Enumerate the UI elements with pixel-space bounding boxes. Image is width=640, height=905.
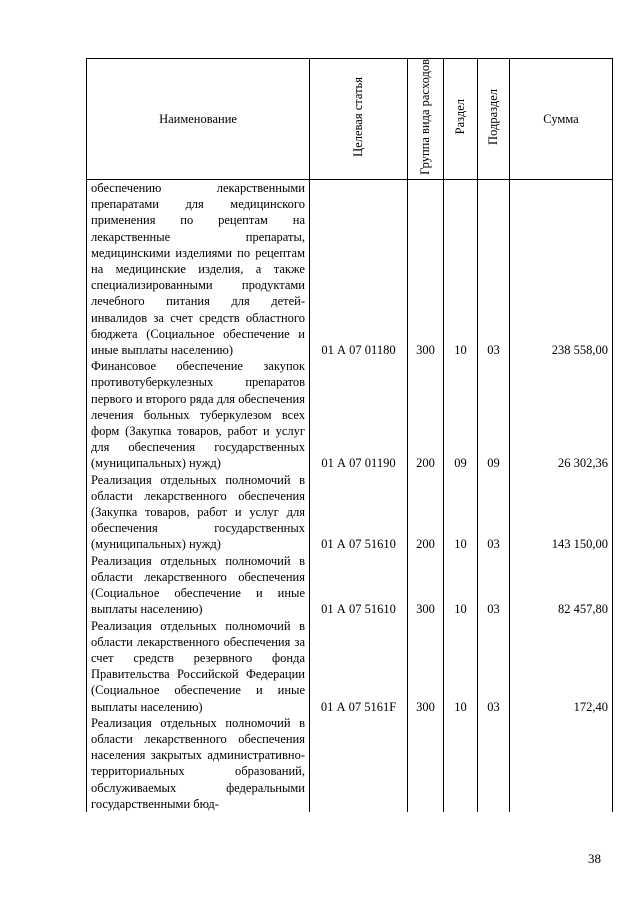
row-subsection — [478, 715, 510, 812]
row-target: 01 А 07 5161F — [310, 618, 408, 715]
row-name: Реализация отдельных полномочий в области лекарственного обеспечения за счет средств резервного фонда Правительства Российской Федерации (Социальное обеспечение и иные выплаты населению) — [87, 618, 310, 715]
row-section: 10 — [444, 618, 478, 715]
row-subsection: 03 — [478, 618, 510, 715]
row-target — [310, 715, 408, 812]
row-name: обеспечению лекарственными препаратами для медицинского применения по рецептам на лекарственные препараты, медицинскими изделиями по рецептам на медицинские изделия, а также специализированными продуктами лечебного питания для детей-инвалидов за счет средств областного бюджета (Социальное обеспечение и иные выплаты населению) — [87, 180, 310, 359]
row-name: Реализация отдельных полномочий в области лекарственного обеспечения (Социальное обеспечение и иные выплаты населению) — [87, 553, 310, 618]
table-row — [87, 618, 613, 715]
header-section: Раздел — [444, 59, 478, 180]
row-sum: 143 150,00 — [510, 472, 613, 553]
row-target: 01 А 07 01180 — [310, 180, 408, 359]
row-name: Реализация отдельных полномочий в области лекарственного обеспечения населения закрытых административно-территориальных образований, обслуживаемых федеральными государственными бюд- — [87, 715, 310, 812]
table-row — [87, 358, 613, 471]
row-section: 09 — [444, 358, 478, 471]
budget-table — [86, 58, 613, 812]
row-target: 01 А 07 01190 — [310, 358, 408, 471]
row-section: 10 — [444, 472, 478, 553]
table-body — [87, 180, 613, 812]
table-row — [87, 553, 613, 618]
row-subsection: 09 — [478, 358, 510, 471]
row-sum: 238 558,00 — [510, 180, 613, 359]
row-group: 300 — [408, 618, 444, 715]
row-group: 200 — [408, 472, 444, 553]
row-section: 10 — [444, 553, 478, 618]
row-section: 10 — [444, 180, 478, 359]
table-header — [87, 59, 613, 180]
header-target: Целевая статья — [310, 59, 408, 180]
row-target: 01 А 07 51610 — [310, 553, 408, 618]
row-subsection: 03 — [478, 553, 510, 618]
row-target: 01 А 07 51610 — [310, 472, 408, 553]
row-sum: 82 457,80 — [510, 553, 613, 618]
table-row — [87, 715, 613, 812]
row-sum — [510, 715, 613, 812]
header-row — [87, 59, 613, 180]
row-group: 300 — [408, 180, 444, 359]
table-row — [87, 180, 613, 359]
row-sum: 172,40 — [510, 618, 613, 715]
row-group — [408, 715, 444, 812]
header-sum: Сумма — [510, 59, 613, 180]
row-section — [444, 715, 478, 812]
header-group: Группа вида расходов — [408, 59, 444, 180]
row-name: Реализация отдельных полномочий в области лекарственного обеспечения (Закупка товаров, работ и услуг для обеспечения государственных (муниципальных) нужд) — [87, 472, 310, 553]
header-name: Наименование — [87, 59, 310, 180]
table-row — [87, 472, 613, 553]
row-subsection: 03 — [478, 180, 510, 359]
row-sum: 26 302,36 — [510, 358, 613, 471]
row-group: 300 — [408, 553, 444, 618]
row-name: Финансовое обеспечение закупок противотуберкулезных препаратов первого и второго ряда для обеспечения лечения больных туберкулезом всех форм (Закупка товаров, работ и услуг для обеспечения государственных (муниципальных) нужд) — [87, 358, 310, 471]
header-subsection: Подраздел — [478, 59, 510, 180]
row-subsection: 03 — [478, 472, 510, 553]
page-number: 38 — [588, 851, 601, 866]
row-group: 200 — [408, 358, 444, 471]
